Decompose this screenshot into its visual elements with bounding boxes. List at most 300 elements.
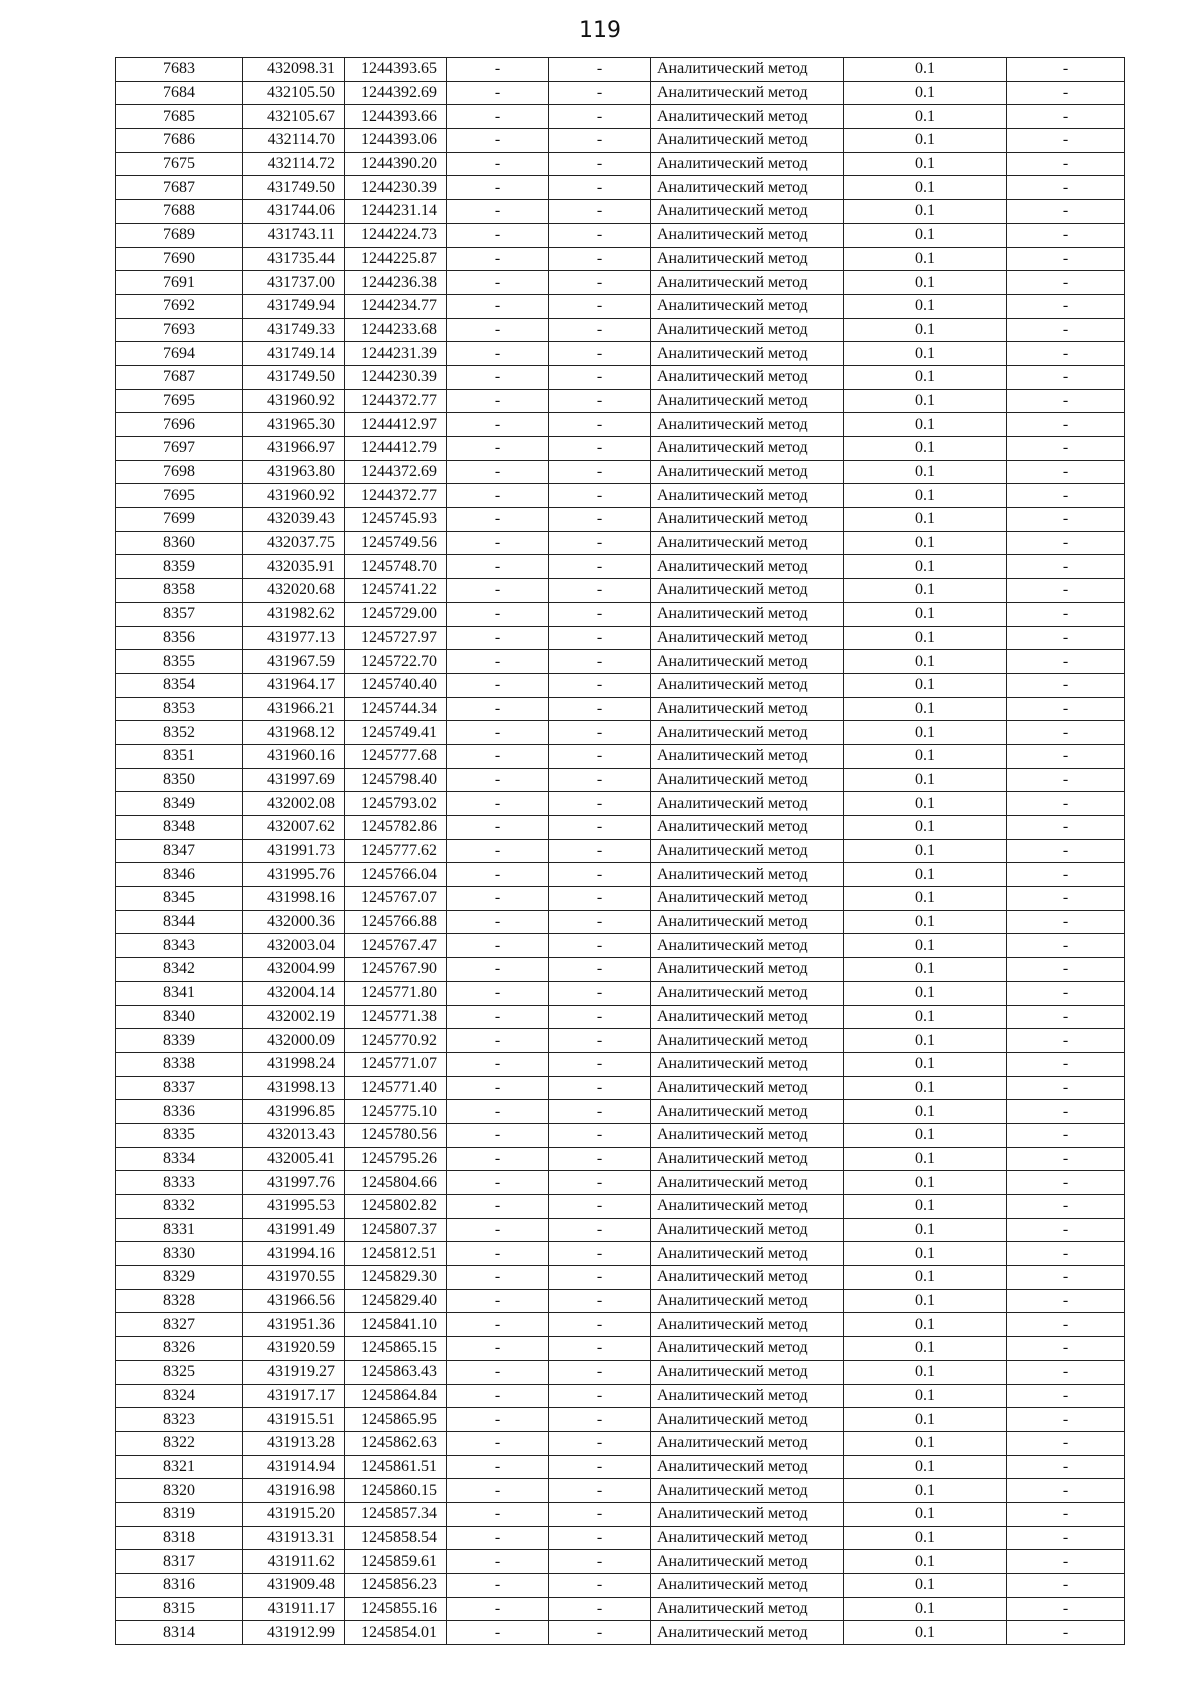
table-row bbox=[116, 1574, 1125, 1598]
method-cell: Аналитический метод bbox=[651, 650, 844, 674]
point-number-cell: 7683 bbox=[116, 58, 243, 82]
empty-cell: - bbox=[549, 294, 651, 318]
accuracy-cell: 0.1 bbox=[844, 342, 1007, 366]
table-row bbox=[116, 555, 1125, 579]
y-coordinate-cell: 1245862.63 bbox=[345, 1431, 447, 1455]
y-coordinate-cell: 1244372.77 bbox=[345, 389, 447, 413]
empty-cell: - bbox=[447, 200, 549, 224]
point-number-cell: 8324 bbox=[116, 1384, 243, 1408]
table-row bbox=[116, 958, 1125, 982]
x-coordinate-cell: 431737.00 bbox=[243, 271, 345, 295]
x-coordinate-cell: 432039.43 bbox=[243, 508, 345, 532]
y-coordinate-cell: 1245727.97 bbox=[345, 626, 447, 650]
empty-cell: - bbox=[1007, 1218, 1125, 1242]
point-number-cell: 8358 bbox=[116, 579, 243, 603]
x-coordinate-cell: 432037.75 bbox=[243, 531, 345, 555]
y-coordinate-cell: 1245749.56 bbox=[345, 531, 447, 555]
empty-cell: - bbox=[549, 413, 651, 437]
empty-cell: - bbox=[1007, 223, 1125, 247]
method-cell: Аналитический метод bbox=[651, 1123, 844, 1147]
method-cell: Аналитический метод bbox=[651, 1100, 844, 1124]
empty-cell: - bbox=[1007, 1100, 1125, 1124]
accuracy-cell: 0.1 bbox=[844, 1289, 1007, 1313]
y-coordinate-cell: 1244393.65 bbox=[345, 58, 447, 82]
accuracy-cell: 0.1 bbox=[844, 910, 1007, 934]
x-coordinate-cell: 431915.20 bbox=[243, 1502, 345, 1526]
point-number-cell: 8350 bbox=[116, 768, 243, 792]
empty-cell: - bbox=[549, 129, 651, 153]
empty-cell: - bbox=[447, 673, 549, 697]
y-coordinate-cell: 1245857.34 bbox=[345, 1502, 447, 1526]
x-coordinate-cell: 432020.68 bbox=[243, 579, 345, 603]
y-coordinate-cell: 1245804.66 bbox=[345, 1171, 447, 1195]
accuracy-cell: 0.1 bbox=[844, 626, 1007, 650]
empty-cell: - bbox=[447, 484, 549, 508]
method-cell: Аналитический метод bbox=[651, 887, 844, 911]
empty-cell: - bbox=[549, 200, 651, 224]
empty-cell: - bbox=[447, 792, 549, 816]
table-row bbox=[116, 768, 1125, 792]
point-number-cell: 8315 bbox=[116, 1597, 243, 1621]
accuracy-cell: 0.1 bbox=[844, 650, 1007, 674]
x-coordinate-cell: 431913.31 bbox=[243, 1526, 345, 1550]
empty-cell: - bbox=[549, 389, 651, 413]
table-row bbox=[116, 887, 1125, 911]
accuracy-cell: 0.1 bbox=[844, 602, 1007, 626]
empty-cell: - bbox=[1007, 1123, 1125, 1147]
x-coordinate-cell: 432035.91 bbox=[243, 555, 345, 579]
x-coordinate-cell: 431966.56 bbox=[243, 1289, 345, 1313]
y-coordinate-cell: 1244231.39 bbox=[345, 342, 447, 366]
empty-cell: - bbox=[549, 1029, 651, 1053]
accuracy-cell: 0.1 bbox=[844, 1266, 1007, 1290]
accuracy-cell: 0.1 bbox=[844, 1455, 1007, 1479]
point-number-cell: 7684 bbox=[116, 81, 243, 105]
y-coordinate-cell: 1244372.69 bbox=[345, 460, 447, 484]
point-number-cell: 8317 bbox=[116, 1550, 243, 1574]
x-coordinate-cell: 431909.48 bbox=[243, 1574, 345, 1598]
page-number: 119 bbox=[579, 18, 621, 43]
x-coordinate-cell: 431960.92 bbox=[243, 484, 345, 508]
y-coordinate-cell: 1245744.34 bbox=[345, 697, 447, 721]
point-number-cell: 8320 bbox=[116, 1479, 243, 1503]
accuracy-cell: 0.1 bbox=[844, 1005, 1007, 1029]
empty-cell: - bbox=[549, 910, 651, 934]
coordinates-table bbox=[115, 57, 1125, 1645]
table-row bbox=[116, 105, 1125, 129]
x-coordinate-cell: 431916.98 bbox=[243, 1479, 345, 1503]
point-number-cell: 8325 bbox=[116, 1360, 243, 1384]
y-coordinate-cell: 1245771.07 bbox=[345, 1052, 447, 1076]
empty-cell: - bbox=[1007, 105, 1125, 129]
y-coordinate-cell: 1244236.38 bbox=[345, 271, 447, 295]
point-number-cell: 8346 bbox=[116, 863, 243, 887]
empty-cell: - bbox=[1007, 934, 1125, 958]
table-row bbox=[116, 152, 1125, 176]
empty-cell: - bbox=[1007, 958, 1125, 982]
empty-cell: - bbox=[447, 887, 549, 911]
method-cell: Аналитический метод bbox=[651, 673, 844, 697]
y-coordinate-cell: 1245748.70 bbox=[345, 555, 447, 579]
empty-cell: - bbox=[1007, 602, 1125, 626]
point-number-cell: 8332 bbox=[116, 1195, 243, 1219]
empty-cell: - bbox=[549, 768, 651, 792]
table-row bbox=[116, 460, 1125, 484]
method-cell: Аналитический метод bbox=[651, 839, 844, 863]
empty-cell: - bbox=[447, 318, 549, 342]
y-coordinate-cell: 1244393.06 bbox=[345, 129, 447, 153]
method-cell: Аналитический метод bbox=[651, 1384, 844, 1408]
y-coordinate-cell: 1245807.37 bbox=[345, 1218, 447, 1242]
x-coordinate-cell: 431911.17 bbox=[243, 1597, 345, 1621]
empty-cell: - bbox=[447, 958, 549, 982]
accuracy-cell: 0.1 bbox=[844, 531, 1007, 555]
empty-cell: - bbox=[549, 934, 651, 958]
table-row bbox=[116, 1455, 1125, 1479]
x-coordinate-cell: 431995.53 bbox=[243, 1195, 345, 1219]
table-row bbox=[116, 1218, 1125, 1242]
point-number-cell: 8342 bbox=[116, 958, 243, 982]
point-number-cell: 8316 bbox=[116, 1574, 243, 1598]
accuracy-cell: 0.1 bbox=[844, 1123, 1007, 1147]
empty-cell: - bbox=[447, 981, 549, 1005]
table-row bbox=[116, 129, 1125, 153]
empty-cell: - bbox=[549, 863, 651, 887]
x-coordinate-cell: 431749.14 bbox=[243, 342, 345, 366]
empty-cell: - bbox=[1007, 1597, 1125, 1621]
empty-cell: - bbox=[1007, 673, 1125, 697]
table-row bbox=[116, 1266, 1125, 1290]
empty-cell: - bbox=[447, 1313, 549, 1337]
accuracy-cell: 0.1 bbox=[844, 1029, 1007, 1053]
empty-cell: - bbox=[1007, 152, 1125, 176]
y-coordinate-cell: 1245795.26 bbox=[345, 1147, 447, 1171]
empty-cell: - bbox=[447, 1550, 549, 1574]
table-row bbox=[116, 531, 1125, 555]
y-coordinate-cell: 1245859.61 bbox=[345, 1550, 447, 1574]
accuracy-cell: 0.1 bbox=[844, 934, 1007, 958]
x-coordinate-cell: 432114.70 bbox=[243, 129, 345, 153]
empty-cell: - bbox=[549, 839, 651, 863]
x-coordinate-cell: 431964.17 bbox=[243, 673, 345, 697]
empty-cell: - bbox=[447, 437, 549, 461]
x-coordinate-cell: 432002.19 bbox=[243, 1005, 345, 1029]
x-coordinate-cell: 432000.09 bbox=[243, 1029, 345, 1053]
point-number-cell: 8359 bbox=[116, 555, 243, 579]
y-coordinate-cell: 1245865.15 bbox=[345, 1337, 447, 1361]
y-coordinate-cell: 1245865.95 bbox=[345, 1408, 447, 1432]
method-cell: Аналитический метод bbox=[651, 1171, 844, 1195]
empty-cell: - bbox=[1007, 1266, 1125, 1290]
x-coordinate-cell: 432004.14 bbox=[243, 981, 345, 1005]
table-row bbox=[116, 1123, 1125, 1147]
method-cell: Аналитический метод bbox=[651, 863, 844, 887]
table-row bbox=[116, 1242, 1125, 1266]
empty-cell: - bbox=[549, 579, 651, 603]
empty-cell: - bbox=[447, 1455, 549, 1479]
method-cell: Аналитический метод bbox=[651, 1408, 844, 1432]
method-cell: Аналитический метод bbox=[651, 981, 844, 1005]
accuracy-cell: 0.1 bbox=[844, 1550, 1007, 1574]
point-number-cell: 8323 bbox=[116, 1408, 243, 1432]
accuracy-cell: 0.1 bbox=[844, 768, 1007, 792]
table-row bbox=[116, 1384, 1125, 1408]
empty-cell: - bbox=[549, 1123, 651, 1147]
y-coordinate-cell: 1245802.82 bbox=[345, 1195, 447, 1219]
table-row bbox=[116, 744, 1125, 768]
empty-cell: - bbox=[447, 626, 549, 650]
empty-cell: - bbox=[549, 342, 651, 366]
method-cell: Аналитический метод bbox=[651, 1147, 844, 1171]
accuracy-cell: 0.1 bbox=[844, 673, 1007, 697]
point-number-cell: 8340 bbox=[116, 1005, 243, 1029]
table-row bbox=[116, 1431, 1125, 1455]
empty-cell: - bbox=[1007, 1526, 1125, 1550]
table-row bbox=[116, 200, 1125, 224]
empty-cell: - bbox=[1007, 1455, 1125, 1479]
empty-cell: - bbox=[447, 1337, 549, 1361]
accuracy-cell: 0.1 bbox=[844, 58, 1007, 82]
y-coordinate-cell: 1245749.41 bbox=[345, 721, 447, 745]
method-cell: Аналитический метод bbox=[651, 1597, 844, 1621]
accuracy-cell: 0.1 bbox=[844, 1431, 1007, 1455]
table-row bbox=[116, 1360, 1125, 1384]
table-row bbox=[116, 910, 1125, 934]
accuracy-cell: 0.1 bbox=[844, 1195, 1007, 1219]
accuracy-cell: 0.1 bbox=[844, 176, 1007, 200]
x-coordinate-cell: 432105.67 bbox=[243, 105, 345, 129]
method-cell: Аналитический метод bbox=[651, 318, 844, 342]
point-number-cell: 8337 bbox=[116, 1076, 243, 1100]
point-number-cell: 8354 bbox=[116, 673, 243, 697]
empty-cell: - bbox=[1007, 389, 1125, 413]
x-coordinate-cell: 431743.11 bbox=[243, 223, 345, 247]
y-coordinate-cell: 1244230.39 bbox=[345, 365, 447, 389]
table-row bbox=[116, 1195, 1125, 1219]
x-coordinate-cell: 431997.69 bbox=[243, 768, 345, 792]
point-number-cell: 7695 bbox=[116, 484, 243, 508]
x-coordinate-cell: 431960.92 bbox=[243, 389, 345, 413]
method-cell: Аналитический метод bbox=[651, 744, 844, 768]
y-coordinate-cell: 1245864.84 bbox=[345, 1384, 447, 1408]
accuracy-cell: 0.1 bbox=[844, 365, 1007, 389]
method-cell: Аналитический метод bbox=[651, 247, 844, 271]
accuracy-cell: 0.1 bbox=[844, 1502, 1007, 1526]
x-coordinate-cell: 431960.16 bbox=[243, 744, 345, 768]
empty-cell: - bbox=[549, 1266, 651, 1290]
y-coordinate-cell: 1245854.01 bbox=[345, 1621, 447, 1645]
y-coordinate-cell: 1245741.22 bbox=[345, 579, 447, 603]
point-number-cell: 8333 bbox=[116, 1171, 243, 1195]
empty-cell: - bbox=[447, 1266, 549, 1290]
empty-cell: - bbox=[549, 626, 651, 650]
method-cell: Аналитический метод bbox=[651, 58, 844, 82]
y-coordinate-cell: 1244390.20 bbox=[345, 152, 447, 176]
empty-cell: - bbox=[549, 1289, 651, 1313]
accuracy-cell: 0.1 bbox=[844, 1052, 1007, 1076]
point-number-cell: 8330 bbox=[116, 1242, 243, 1266]
accuracy-cell: 0.1 bbox=[844, 1360, 1007, 1384]
empty-cell: - bbox=[1007, 200, 1125, 224]
point-number-cell: 7697 bbox=[116, 437, 243, 461]
method-cell: Аналитический метод bbox=[651, 271, 844, 295]
x-coordinate-cell: 431749.50 bbox=[243, 176, 345, 200]
empty-cell: - bbox=[447, 1123, 549, 1147]
method-cell: Аналитический метод bbox=[651, 1289, 844, 1313]
empty-cell: - bbox=[1007, 1195, 1125, 1219]
method-cell: Аналитический метод bbox=[651, 129, 844, 153]
point-number-cell: 8322 bbox=[116, 1431, 243, 1455]
method-cell: Аналитический метод bbox=[651, 342, 844, 366]
y-coordinate-cell: 1245829.40 bbox=[345, 1289, 447, 1313]
point-number-cell: 8356 bbox=[116, 626, 243, 650]
point-number-cell: 7687 bbox=[116, 176, 243, 200]
accuracy-cell: 0.1 bbox=[844, 555, 1007, 579]
y-coordinate-cell: 1244233.68 bbox=[345, 318, 447, 342]
method-cell: Аналитический метод bbox=[651, 697, 844, 721]
y-coordinate-cell: 1244230.39 bbox=[345, 176, 447, 200]
empty-cell: - bbox=[447, 508, 549, 532]
empty-cell: - bbox=[1007, 887, 1125, 911]
x-coordinate-cell: 432114.72 bbox=[243, 152, 345, 176]
method-cell: Аналитический метод bbox=[651, 81, 844, 105]
table-row bbox=[116, 673, 1125, 697]
y-coordinate-cell: 1245860.15 bbox=[345, 1479, 447, 1503]
y-coordinate-cell: 1245766.04 bbox=[345, 863, 447, 887]
empty-cell: - bbox=[549, 1052, 651, 1076]
point-number-cell: 8328 bbox=[116, 1289, 243, 1313]
empty-cell: - bbox=[549, 531, 651, 555]
point-number-cell: 7693 bbox=[116, 318, 243, 342]
empty-cell: - bbox=[447, 1195, 549, 1219]
accuracy-cell: 0.1 bbox=[844, 721, 1007, 745]
empty-cell: - bbox=[1007, 721, 1125, 745]
empty-cell: - bbox=[1007, 484, 1125, 508]
y-coordinate-cell: 1244393.66 bbox=[345, 105, 447, 129]
method-cell: Аналитический метод bbox=[651, 1431, 844, 1455]
empty-cell: - bbox=[1007, 1005, 1125, 1029]
table-row bbox=[116, 508, 1125, 532]
accuracy-cell: 0.1 bbox=[844, 247, 1007, 271]
empty-cell: - bbox=[447, 152, 549, 176]
empty-cell: - bbox=[447, 910, 549, 934]
table-row bbox=[116, 650, 1125, 674]
accuracy-cell: 0.1 bbox=[844, 389, 1007, 413]
y-coordinate-cell: 1244231.14 bbox=[345, 200, 447, 224]
table-row bbox=[116, 1171, 1125, 1195]
empty-cell: - bbox=[1007, 460, 1125, 484]
point-number-cell: 7691 bbox=[116, 271, 243, 295]
y-coordinate-cell: 1245771.40 bbox=[345, 1076, 447, 1100]
y-coordinate-cell: 1244224.73 bbox=[345, 223, 447, 247]
empty-cell: - bbox=[1007, 744, 1125, 768]
empty-cell: - bbox=[1007, 1313, 1125, 1337]
method-cell: Аналитический метод bbox=[651, 1337, 844, 1361]
empty-cell: - bbox=[1007, 1147, 1125, 1171]
empty-cell: - bbox=[447, 1431, 549, 1455]
y-coordinate-cell: 1245863.43 bbox=[345, 1360, 447, 1384]
method-cell: Аналитический метод bbox=[651, 1502, 844, 1526]
empty-cell: - bbox=[447, 129, 549, 153]
empty-cell: - bbox=[447, 744, 549, 768]
method-cell: Аналитический метод bbox=[651, 365, 844, 389]
table-row bbox=[116, 342, 1125, 366]
y-coordinate-cell: 1245767.47 bbox=[345, 934, 447, 958]
x-coordinate-cell: 431965.30 bbox=[243, 413, 345, 437]
point-number-cell: 8355 bbox=[116, 650, 243, 674]
accuracy-cell: 0.1 bbox=[844, 437, 1007, 461]
accuracy-cell: 0.1 bbox=[844, 958, 1007, 982]
empty-cell: - bbox=[1007, 1360, 1125, 1384]
y-coordinate-cell: 1244372.77 bbox=[345, 484, 447, 508]
accuracy-cell: 0.1 bbox=[844, 1597, 1007, 1621]
x-coordinate-cell: 431912.99 bbox=[243, 1621, 345, 1645]
x-coordinate-cell: 431998.16 bbox=[243, 887, 345, 911]
empty-cell: - bbox=[1007, 1337, 1125, 1361]
point-number-cell: 8347 bbox=[116, 839, 243, 863]
empty-cell: - bbox=[447, 579, 549, 603]
empty-cell: - bbox=[447, 58, 549, 82]
empty-cell: - bbox=[1007, 579, 1125, 603]
y-coordinate-cell: 1245745.93 bbox=[345, 508, 447, 532]
table-row bbox=[116, 484, 1125, 508]
empty-cell: - bbox=[447, 1597, 549, 1621]
accuracy-cell: 0.1 bbox=[844, 413, 1007, 437]
y-coordinate-cell: 1245793.02 bbox=[345, 792, 447, 816]
empty-cell: - bbox=[447, 342, 549, 366]
empty-cell: - bbox=[549, 437, 651, 461]
empty-cell: - bbox=[549, 247, 651, 271]
empty-cell: - bbox=[1007, 1479, 1125, 1503]
x-coordinate-cell: 431998.13 bbox=[243, 1076, 345, 1100]
accuracy-cell: 0.1 bbox=[844, 697, 1007, 721]
empty-cell: - bbox=[549, 1005, 651, 1029]
accuracy-cell: 0.1 bbox=[844, 460, 1007, 484]
empty-cell: - bbox=[549, 176, 651, 200]
accuracy-cell: 0.1 bbox=[844, 792, 1007, 816]
accuracy-cell: 0.1 bbox=[844, 1313, 1007, 1337]
point-number-cell: 8318 bbox=[116, 1526, 243, 1550]
point-number-cell: 8348 bbox=[116, 816, 243, 840]
y-coordinate-cell: 1244225.87 bbox=[345, 247, 447, 271]
x-coordinate-cell: 431982.62 bbox=[243, 602, 345, 626]
table-row bbox=[116, 1100, 1125, 1124]
empty-cell: - bbox=[447, 721, 549, 745]
accuracy-cell: 0.1 bbox=[844, 887, 1007, 911]
method-cell: Аналитический метод bbox=[651, 1455, 844, 1479]
accuracy-cell: 0.1 bbox=[844, 294, 1007, 318]
table-row bbox=[116, 1621, 1125, 1645]
empty-cell: - bbox=[549, 271, 651, 295]
x-coordinate-cell: 432013.43 bbox=[243, 1123, 345, 1147]
x-coordinate-cell: 431991.49 bbox=[243, 1218, 345, 1242]
x-coordinate-cell: 431995.76 bbox=[243, 863, 345, 887]
empty-cell: - bbox=[447, 555, 549, 579]
table-row bbox=[116, 602, 1125, 626]
accuracy-cell: 0.1 bbox=[844, 271, 1007, 295]
y-coordinate-cell: 1245812.51 bbox=[345, 1242, 447, 1266]
empty-cell: - bbox=[549, 1360, 651, 1384]
empty-cell: - bbox=[549, 602, 651, 626]
accuracy-cell: 0.1 bbox=[844, 1384, 1007, 1408]
accuracy-cell: 0.1 bbox=[844, 863, 1007, 887]
empty-cell: - bbox=[447, 1408, 549, 1432]
y-coordinate-cell: 1245771.38 bbox=[345, 1005, 447, 1029]
empty-cell: - bbox=[447, 1171, 549, 1195]
method-cell: Аналитический метод bbox=[651, 413, 844, 437]
x-coordinate-cell: 432000.36 bbox=[243, 910, 345, 934]
point-number-cell: 8326 bbox=[116, 1337, 243, 1361]
